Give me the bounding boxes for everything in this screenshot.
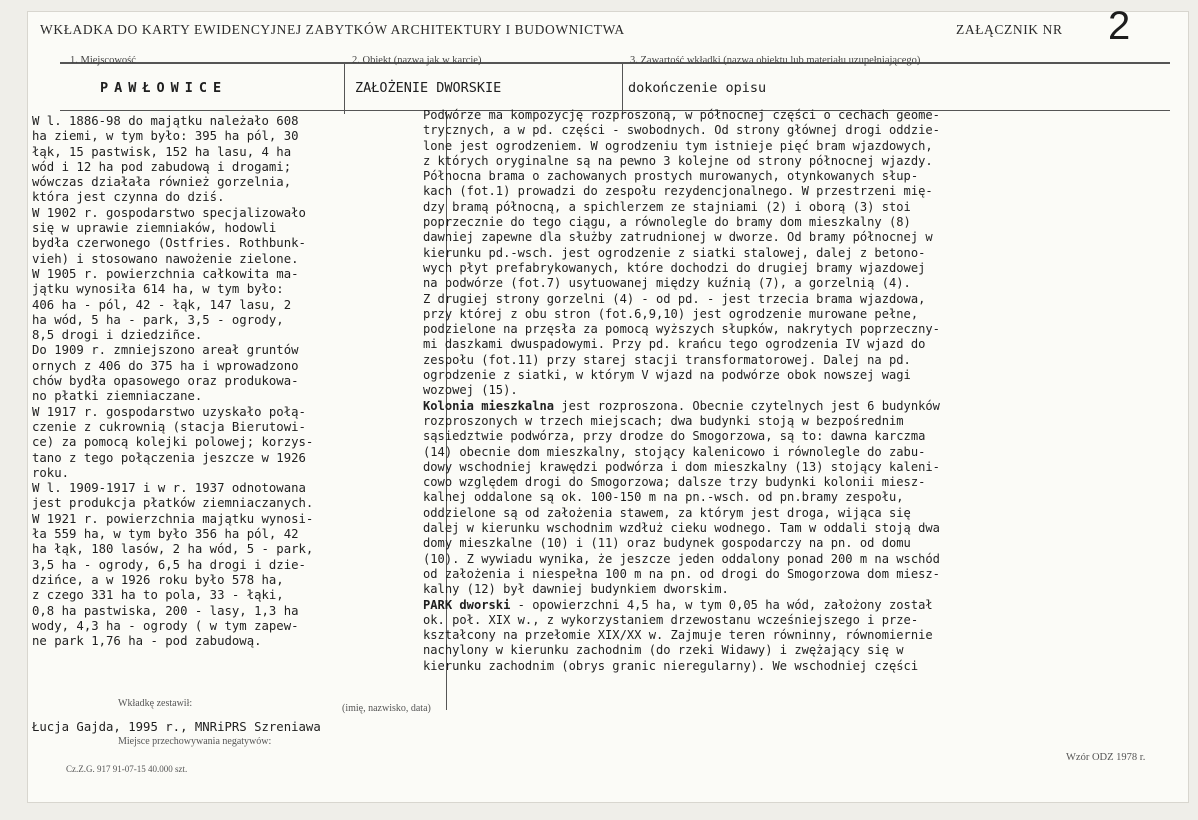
- text-line: [423, 643, 1158, 658]
- line-text: kalny (12) był dawniej budynkiem dworskim.: [423, 582, 729, 597]
- section-heading: PARK dworski: [423, 597, 511, 612]
- text-line: [423, 246, 1158, 261]
- line-text: rozproszonych w trzech miejscach; dwa budynki stoją w bezpośrednim: [423, 413, 904, 428]
- negatives-storage-label: Miejsce przechowywania negatywów:: [118, 736, 272, 747]
- text-line: wód i 12 ha pod zabudową i drogami;: [32, 159, 292, 174]
- line-text: kierunku zachodnim (obrys granic nieregularny). We wschodniej części: [423, 658, 919, 673]
- text-line: W 1921 r. powierzchnia majątku wynosi-: [32, 511, 314, 526]
- text-line: [423, 139, 1158, 154]
- text-line: [423, 337, 1158, 352]
- text-line: tano z tego połączenia jeszcze w 1926: [32, 450, 306, 465]
- text-line: dzińce, a w 1926 roku było 578 ha,: [32, 572, 284, 587]
- line-text: nachylony w kierunku zachodnim (do rzeki Widawy) i zwężający się w: [423, 643, 904, 658]
- print-code: Cz.Z.G. 917 91-07-15 40.000 szt.: [66, 764, 188, 774]
- text-line: która jest czynna do dziś.: [32, 190, 225, 205]
- text-line: W 1917 r. gospodarstwo uzyskało połą-: [32, 404, 306, 419]
- text-line: wówczas działała również gorzelnia,: [32, 175, 292, 190]
- text-line: W l. 1909-1917 i w r. 1937 odnotowana: [32, 481, 306, 496]
- text-line: [423, 261, 1158, 276]
- line-text: kierunku pd.-wsch. jest ogrodzenie z siatki stalowej, dalej z betono-: [423, 245, 926, 260]
- line-text: mi daszkami dwuspadowymi. Przy pd. krańcu tego ogrodzenia IV wjazd do: [423, 337, 926, 352]
- text-line: ce) za pomocą kolejki polowej; korzys-: [32, 435, 314, 450]
- line-text: oddzielone są od założenia stawem, za którym jest droga, wijąca się: [423, 505, 911, 520]
- text-line: vieh) i stosowano nawożenie zielone.: [32, 251, 299, 266]
- locality-value: PAWŁOWICE: [100, 80, 228, 96]
- line-text: podzielone na przęsła za pomocą wyższych słupków, nakrytych poprzeczny-: [423, 322, 940, 337]
- text-line: [423, 307, 1158, 322]
- text-line: ła 559 ha, w tym było 356 ha pól, 42: [32, 527, 299, 542]
- form-template: Wzór ODZ 1978 r.: [1066, 752, 1146, 763]
- text-line: roku.: [32, 465, 70, 480]
- text-line: [423, 552, 1158, 567]
- text-line: W 1902 r. gospodarstwo specjalizowało: [32, 205, 306, 220]
- text-line: [423, 108, 1158, 123]
- line-text: z których oryginalne są na pewno 3 kolejne od strony północnej wjazdy.: [423, 153, 933, 168]
- text-line: ornych z 406 do 375 ha i wprowadzono: [32, 358, 299, 373]
- line-text: jest rozproszona. Obecnie czytelnych jest 6 budynków: [554, 398, 940, 413]
- line-text: domy mieszkalne (10) i (11) oraz budynek gospodarczy na pn. od domu: [423, 536, 911, 551]
- text-line: ha ziemi, w tym było: 395 ha pól, 30: [32, 129, 299, 144]
- text-line: [423, 353, 1158, 368]
- text-line: [423, 460, 1158, 475]
- text-line: z czego 331 ha to pola, 33 - łąki,: [32, 588, 284, 603]
- text-line: 406 ha - pól, 42 - łąk, 147 lasu, 2: [32, 297, 292, 312]
- text-line: [423, 292, 1158, 307]
- line-text: (10). Z wywiadu wynika, że jeszcze jeden oddalony ponad 200 m na wschód: [423, 551, 940, 566]
- text-line: chów bydła opasowego oraz produkowa-: [32, 374, 299, 389]
- text-line: [423, 276, 1158, 291]
- text-line: Do 1909 r. zmniejszono areał gruntów: [32, 343, 299, 358]
- left-column-text: [32, 114, 427, 649]
- text-line: [423, 200, 1158, 215]
- text-line: [423, 414, 1158, 429]
- text-line: [423, 399, 1158, 414]
- line-text: na podwórze (fot.7) usytuowanej między kuźnią (7), a gorzelnią (4).: [423, 276, 911, 291]
- line-text: poprzecznie do tego ciągu, a równolegle do bramy dom mieszkalny (8): [423, 215, 911, 230]
- text-line: [423, 506, 1158, 521]
- line-text: sąsiedztwie podwórza, przy drodze do Smogorzowa, są to: dawna karczma: [423, 429, 926, 444]
- compiled-by-label: Wkładkę zestawił:: [118, 698, 193, 709]
- locality-label: 1. Miejscowość: [70, 55, 136, 66]
- line-text: od założenia i niespełna 100 m na pn. od drogi do Smogorzowa dom miesz-: [423, 566, 940, 581]
- line-text: (14) obecnie dom mieszkalny, stojący kalenicowo i równolegle do zabu-: [423, 444, 926, 459]
- content-label: 3. Zawartość wkładki (nazwa obiektu lub materiału uzupełniającego): [630, 55, 921, 66]
- text-line: W l. 1886-98 do majątku należało 608: [32, 114, 299, 128]
- author-line: Łucja Gajda, 1995 r., MNRiPRS Szreniawa: [32, 720, 321, 734]
- line-text: kach (fot.1) prowadzi do zespołu rezydencjonalnego. W przestrzeni mię-: [423, 184, 933, 199]
- line-text: ogrodzenie z siatki, w którym V wjazd na podwórze obok nowszej wagi: [423, 368, 911, 383]
- text-line: wody, 4,3 ha - ogrody ( w tym zapew-: [32, 618, 299, 633]
- line-text: lone jest ogrodzeniem. W ogrodzeniu tym istnieje pięć bram wjazdowych,: [423, 138, 933, 153]
- field-separator: [344, 62, 345, 114]
- line-text: przy której z obu stron (fot.6,9,10) jest ogrodzenie murowane pełne,: [423, 306, 919, 321]
- line-text: Z drugiej strony gorzelni (4) - od pd. - jest trzecia brama wjazdowa,: [423, 291, 926, 306]
- form-title: WKŁADKA DO KARTY EWIDENCYJNEJ ZABYTKÓW ARCHITEKTURY I BUDOWNICTWA: [40, 22, 625, 37]
- annex-label: ZAŁĄCZNIK NR: [956, 22, 1063, 37]
- line-text: Północna brama o zachowanych prostych murowanych, otynkowanych słup-: [423, 169, 919, 184]
- text-line: [423, 628, 1158, 643]
- text-line: [423, 521, 1158, 536]
- text-line: ha wód, 5 ha - park, 3,5 - ogrody,: [32, 312, 284, 327]
- text-line: [423, 215, 1158, 230]
- object-value: ZAŁOŻENIE DWORSKIE: [355, 80, 502, 96]
- line-text: kształcony na przełomie XIX/XX w. Zajmuje teren równinny, równomiernie: [423, 628, 933, 643]
- text-line: [423, 582, 1158, 597]
- line-text: dawniej zapewne dla służby zatrudnionej w dworze. Od bramy północnej w: [423, 230, 933, 245]
- text-line: 3,5 ha - ogrody, 6,5 ha drogi i dzie-: [32, 557, 306, 572]
- text-line: ha łąk, 180 lasów, 2 ha wód, 5 - park,: [32, 542, 314, 557]
- text-line: [423, 567, 1158, 582]
- line-text: ok. poł. XIX w., z wykorzystaniem drzewostanu wcześniejszego i prze-: [423, 612, 919, 627]
- text-line: [423, 598, 1158, 613]
- text-line: 0,8 ha pastwiska, 200 - lasy, 1,3 ha: [32, 603, 299, 618]
- line-text: Podwórze ma kompozycję rozproszoną, w północnej części o cechach geome-: [423, 108, 940, 122]
- text-line: się w uprawie ziemniaków, hodowli: [32, 221, 277, 236]
- text-line: no płatki ziemniaczane.: [32, 389, 203, 404]
- text-line: jest produkcja płatków ziemniaczanych.: [32, 496, 314, 511]
- text-line: W 1905 r. powierzchnia całkowita ma-: [32, 266, 299, 281]
- content-value: dokończenie opisu: [628, 80, 767, 96]
- section-heading: Kolonia mieszkalna: [423, 398, 555, 413]
- line-text: trycznych, a w pd. części - swobodnych. Od strony głównej drogi oddzie-: [423, 123, 940, 138]
- field-separator: [622, 62, 623, 114]
- line-text: dowy wschodniej krawędzi podwórza i dom mieszkalny (13) stojący kaleni-: [423, 459, 940, 474]
- top-divider: [60, 62, 1170, 64]
- text-line: [423, 322, 1158, 337]
- text-line: [423, 445, 1158, 460]
- line-text: dalej w kierunku wschodnim wzdłuż cieku wodnego. Tam w oddali stoją dwa: [423, 521, 940, 536]
- right-column-text: [423, 108, 1158, 674]
- text-line: [423, 184, 1158, 199]
- text-line: [423, 154, 1158, 169]
- text-line: [423, 429, 1158, 444]
- annex-number: 2: [1108, 4, 1131, 48]
- line-text: - opowierzchni 4,5 ha, w tym 0,05 ha wód, założony został: [510, 597, 933, 612]
- text-line: [423, 169, 1158, 184]
- text-line: [423, 475, 1158, 490]
- object-label: 2. Obiekt (nazwa jak w karcie): [352, 55, 482, 66]
- text-line: [423, 230, 1158, 245]
- line-text: cowo względem drogi do Smogorzowa; dalsze trzy budynki kolonii miesz-: [423, 475, 926, 490]
- text-line: [423, 536, 1158, 551]
- text-line: [423, 123, 1158, 138]
- text-line: bydła czerwonego (Ostfries. Rothbunk-: [32, 236, 306, 251]
- line-text: kalnej oddalone są ok. 100-150 m na pn.-wsch. od pn.bramy zespołu,: [423, 490, 904, 505]
- text-line: łąk, 15 pastwisk, 152 ha lasu, 4 ha: [32, 144, 292, 159]
- line-text: zespołu (fot.11) przy starej stacji transformatorowej. Dalej na pd.: [423, 352, 911, 367]
- text-line: [423, 659, 1158, 674]
- text-line: [423, 368, 1158, 383]
- text-line: [423, 613, 1158, 628]
- text-line: [423, 383, 1158, 398]
- name-date-label: (imię, nazwisko, data): [342, 703, 431, 714]
- text-line: ne park 1,76 ha - pod zabudową.: [32, 634, 262, 649]
- text-line: 8,5 drogi i dziedziñce.: [32, 328, 203, 343]
- line-text: dzy bramą północną, a spichlerzem ze stajniami (2) i oborą (3) stoi: [423, 199, 911, 214]
- text-line: czenie z cukrownią (stacja Bierutowi-: [32, 419, 306, 434]
- text-line: jątku wynosiła 614 ha, w tym było:: [32, 282, 284, 297]
- line-text: wych płyt prefabrykowanych, które dochodzi do drugiej bramy wjazdowej: [423, 260, 926, 275]
- line-text: wozowej (15).: [423, 383, 518, 398]
- text-line: [423, 490, 1158, 505]
